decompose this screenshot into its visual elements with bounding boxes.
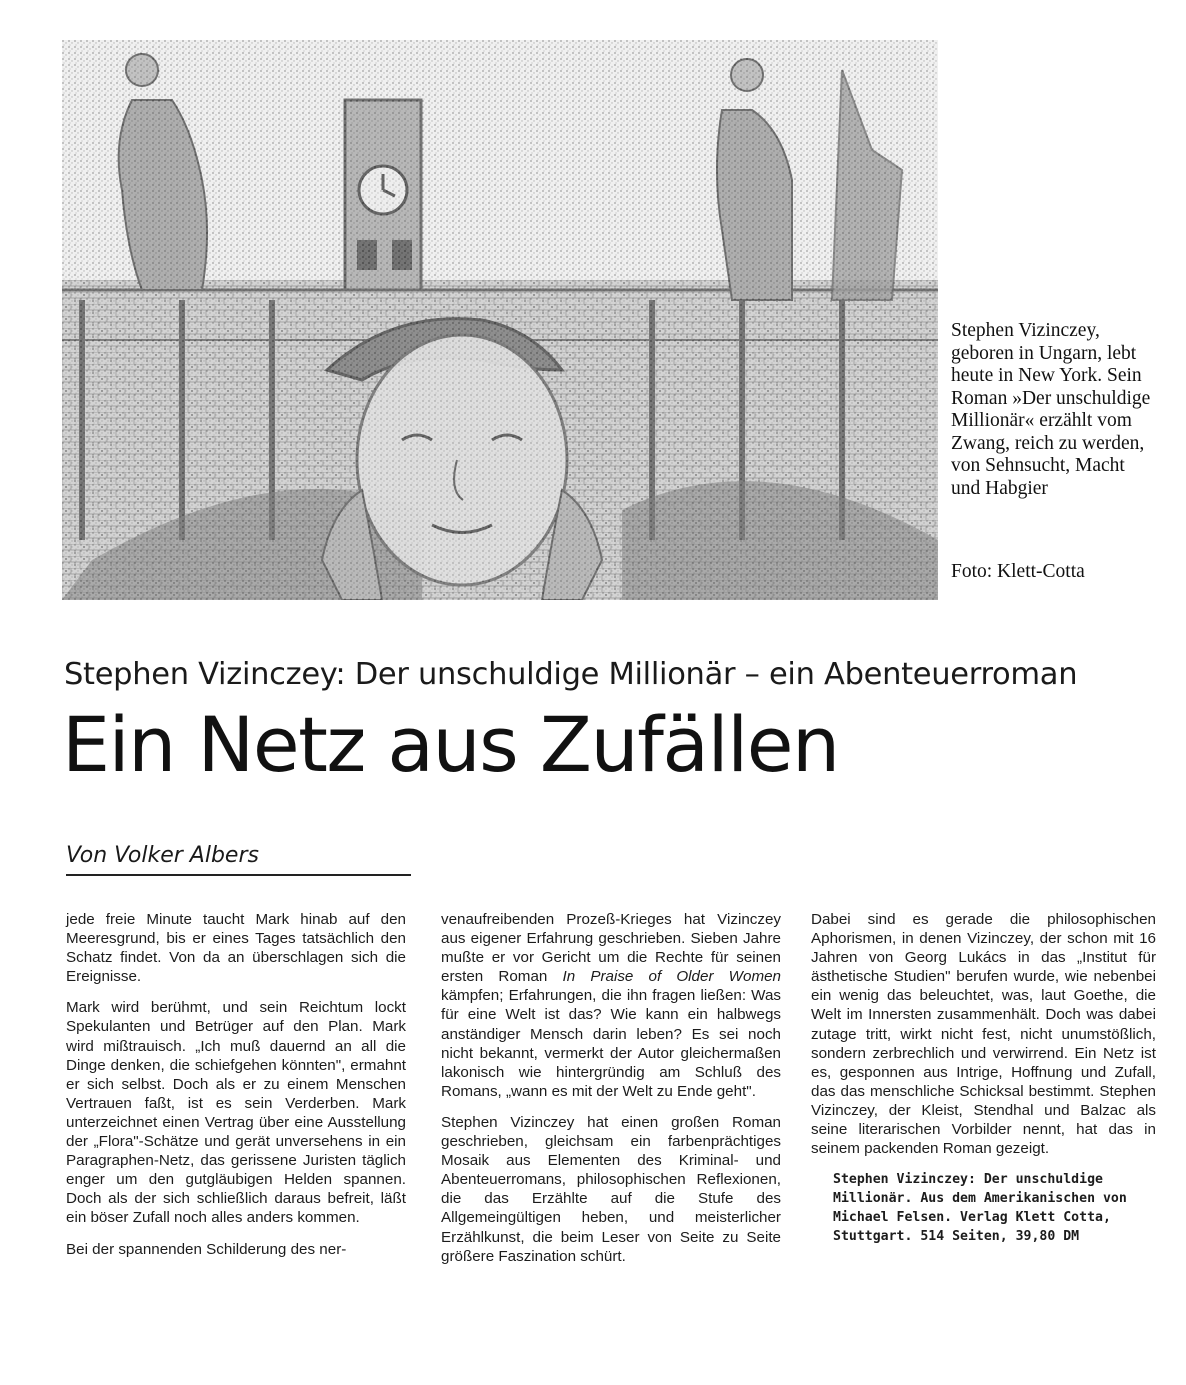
author-photo xyxy=(62,40,938,600)
article-headline: Ein Netz aus Zufällen xyxy=(62,700,839,789)
photo-credit: Foto: Klett-Cotta xyxy=(951,561,1085,582)
article-column-2 xyxy=(441,910,781,1278)
book-info: Stephen Vizinczey: Der unschuldige Millionär. Aus dem Amerikanischen von Michael Felsen. Verlag Klett Cotta, Stuttgart. 514 Seiten, 39,80 DM xyxy=(833,1172,1127,1245)
book-title: In Praise of Older Women xyxy=(562,968,781,986)
paragraph: Dabei sind es gerade die philosophischen Aphorismen, in denen Vizinczey, der schon mit 16 Jahren von Georg Lukács in das „Institut für ästhetische Studien" berufen wurde, wie nebenbei ein wenig das beleuchtet, was, laut Goethe, die Welt im Innersten zusammenhält. Doch was dabei zutage tritt, wirkt nicht fest, nicht unumstößlich, sondern zerbrechlich und verwirrend. Ein Netz ist es, gesponnen aus Intrige, Hoffnung und Zufall, das das menschliche Schicksal bestimmt. Stephen Vizinczey, der Kleist, Stendhal und Balzac als seine literarischen Vorbilder nennt, hat das in seinem packenden Roman gezeigt. xyxy=(811,911,1156,1158)
photo-caption-text: Stephen Vizinczey, geboren in Ungarn, lebt heute in New York. Sein Roman »Der unschuldige Millionär« erzählt vom Zwang, reich zu werden, von Sehnsucht, Macht und Habgier xyxy=(951,320,1151,499)
article-byline: Von Volker Albers xyxy=(66,843,411,876)
article-column-1 xyxy=(66,910,406,1271)
paragraph: Bei der spannenden Schilderung des ner- xyxy=(66,1240,347,1258)
paragraph-text: venaufreibenden Prozeß-Krieges hat Vizinczey aus eigener Erfahrung geschrieben. Sieben Jahre mußte er vor Gericht um die Rechte für seinen ersten Roman xyxy=(441,911,781,986)
paragraph: Stephen Vizinczey hat einen großen Roman geschrieben, gleichsam ein farbenprächtiges Mosaik aus Elementen des Kriminal- und Abenteuerromans, philosophischen Reflexionen, die das Erzählte auf die Stufe des Allgemeingültigen heben, und meisterlicher Erzählkunst, die beim Leser von Seite zu Seite größere Faszination schürt. xyxy=(441,1113,781,1265)
paragraph xyxy=(441,910,781,1101)
paragraph: jede freie Minute taucht Mark hinab auf den Meeresgrund, bis er eines Tages tatsächlich den Schatz findet. Von da an überschlagen sich die Ereignisse. xyxy=(66,911,406,986)
photo-illustration xyxy=(62,40,938,600)
photo-caption xyxy=(951,320,1151,500)
paragraph-text: kämpfen; Erfahrungen, die ihn fragen ließen: Was für eine Welt ist das? Wie kann ein halbwegs anständiger Mensch darin leben? Es sei noch nicht bekannt, vermerkt der Autor gleichermaßen lakonisch wie hintergründig am Schluß des Romans, „wann es mit der Welt zu Ende geht". xyxy=(441,987,781,1100)
paragraph: Mark wird berühmt, und sein Reichtum lockt Spekulanten und Betrüger auf den Plan. Mark wird mißtrauisch. „Ich muß dauernd an all die Dinge denken, die schiefgehen könnten", ermahnt er sich selbst. Doch als er zu einem Menschen Vertrauen faßt, ist es sein Verderben. Mark unterzeichnet einen Vertrag über eine Ausstellung der „Flora"-Schätze und gerät unversehens in ein Paragraphen-Netz, das gerissene Juristen täglich enger um den gutgläubigen Helden spannen. Doch als der sich schließlich daraus befreit, läßt ein böser Zufall noch alles anders kommen. xyxy=(66,999,406,1227)
article-column-3 xyxy=(811,910,1156,1246)
article-kicker: Stephen Vizinczey: Der unschuldige Millionär – ein Abenteuerroman xyxy=(64,657,1078,692)
